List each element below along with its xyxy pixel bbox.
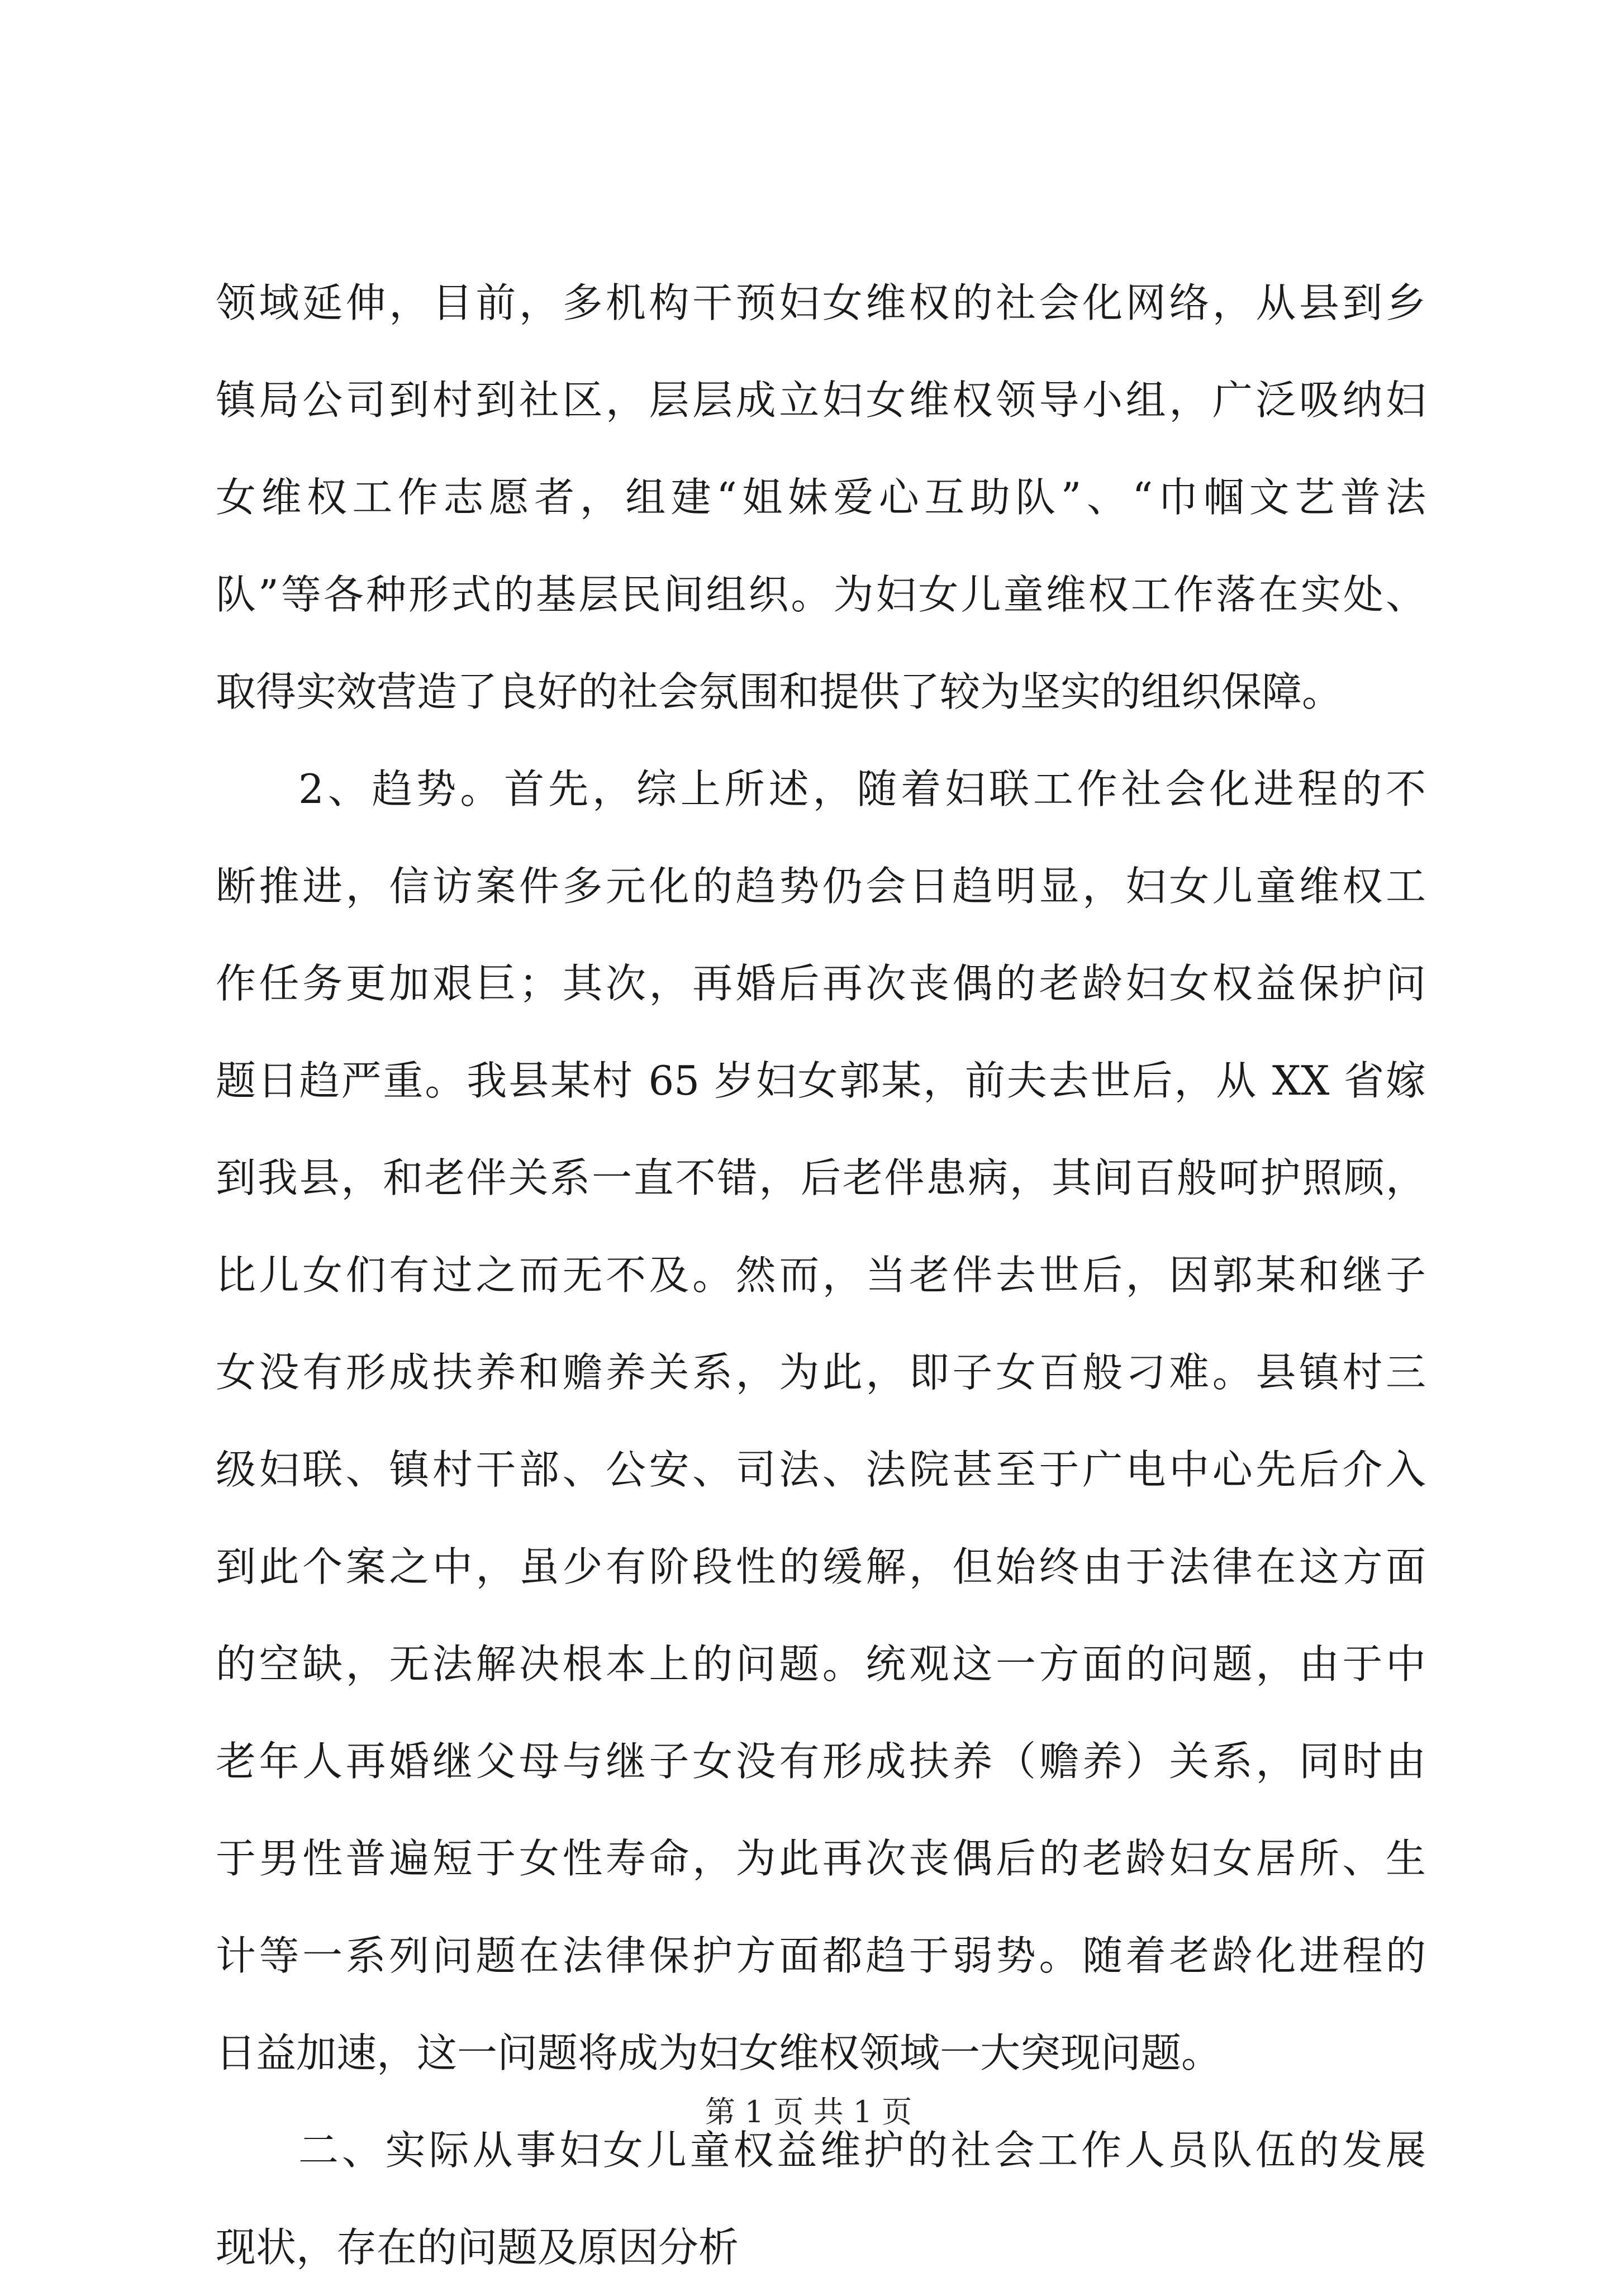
text-line: 取得实效营造了良好的社会氛围和提供了较为坚实的组织保障。 <box>216 668 1343 715</box>
text-line: 女维权工作志愿者，组建“姐妹爱心互助队”、“巾帼文艺普法 <box>216 474 1426 521</box>
text-line: 到此个案之中，虽少有阶段性的缓解，但始终由于法律在这方面 <box>216 1543 1426 1590</box>
text-line: 题日趋严重。我县某村 65 岁妇女郭某，前夫去世后，从 XX 省嫁 <box>216 1057 1426 1104</box>
text-line: 计等一系列问题在法律保护方面都趋于弱势。随着老龄化进程的 <box>216 1932 1426 1979</box>
text-line: 镇局公司到村到社区，层层成立妇女维权领导小组，广泛吸纳妇 <box>216 377 1426 424</box>
paragraph-start-line: 2、趋势。首先，综上所述，随着妇联工作社会化进程的不 <box>298 766 1426 812</box>
text-line: 的空缺，无法解决根本上的问题。统观这一方面的问题，由于中 <box>216 1641 1426 1687</box>
text-line: 作任务更加艰巨；其次，再婚后再次丧偶的老龄妇女权益保护问 <box>216 960 1426 1007</box>
text-line: 到我县，和老伴关系一直不错，后老伴患病，其间百般呵护照顾， <box>216 1154 1426 1201</box>
text-line: 日益加速，这一问题将成为妇女维权领域一大突现问题。 <box>216 2029 1222 2076</box>
text-line: 比儿女们有过之而无不及。然而，当老伴去世后，因郭某和继子 <box>216 1252 1426 1299</box>
text-line: 队”等各种形式的基层民间组织。为妇女儿童维权工作落在实处、 <box>216 571 1426 618</box>
text-line: 级妇联、镇村干部、公安、司法、法院甚至于广电中心先后介入 <box>216 1446 1426 1493</box>
text-line: 老年人再婚继父母与继子女没有形成扶养（赡养）关系，同时由 <box>216 1738 1426 1785</box>
text-line: 领域延伸，目前，多机构干预妇女维权的社会化网络，从县到乡 <box>216 279 1426 326</box>
section-heading-line: 现状，存在的问题及原因分析 <box>216 2224 739 2271</box>
text-line: 断推进，信访案件多元化的趋势仍会日趋明显，妇女儿童维权工 <box>216 863 1426 910</box>
page-footer: 第 1 页 共 1 页 <box>705 2094 912 2129</box>
text-line: 于男性普遍短于女性寿命，为此再次丧偶后的老龄妇女居所、生 <box>216 1835 1426 1882</box>
section-heading-line: 二、实际从事妇女儿童权益维护的社会工作人员队伍的发展 <box>298 2127 1426 2174</box>
text-line: 女没有形成扶养和赡养关系，为此，即子女百般刁难。县镇村三 <box>216 1349 1426 1396</box>
